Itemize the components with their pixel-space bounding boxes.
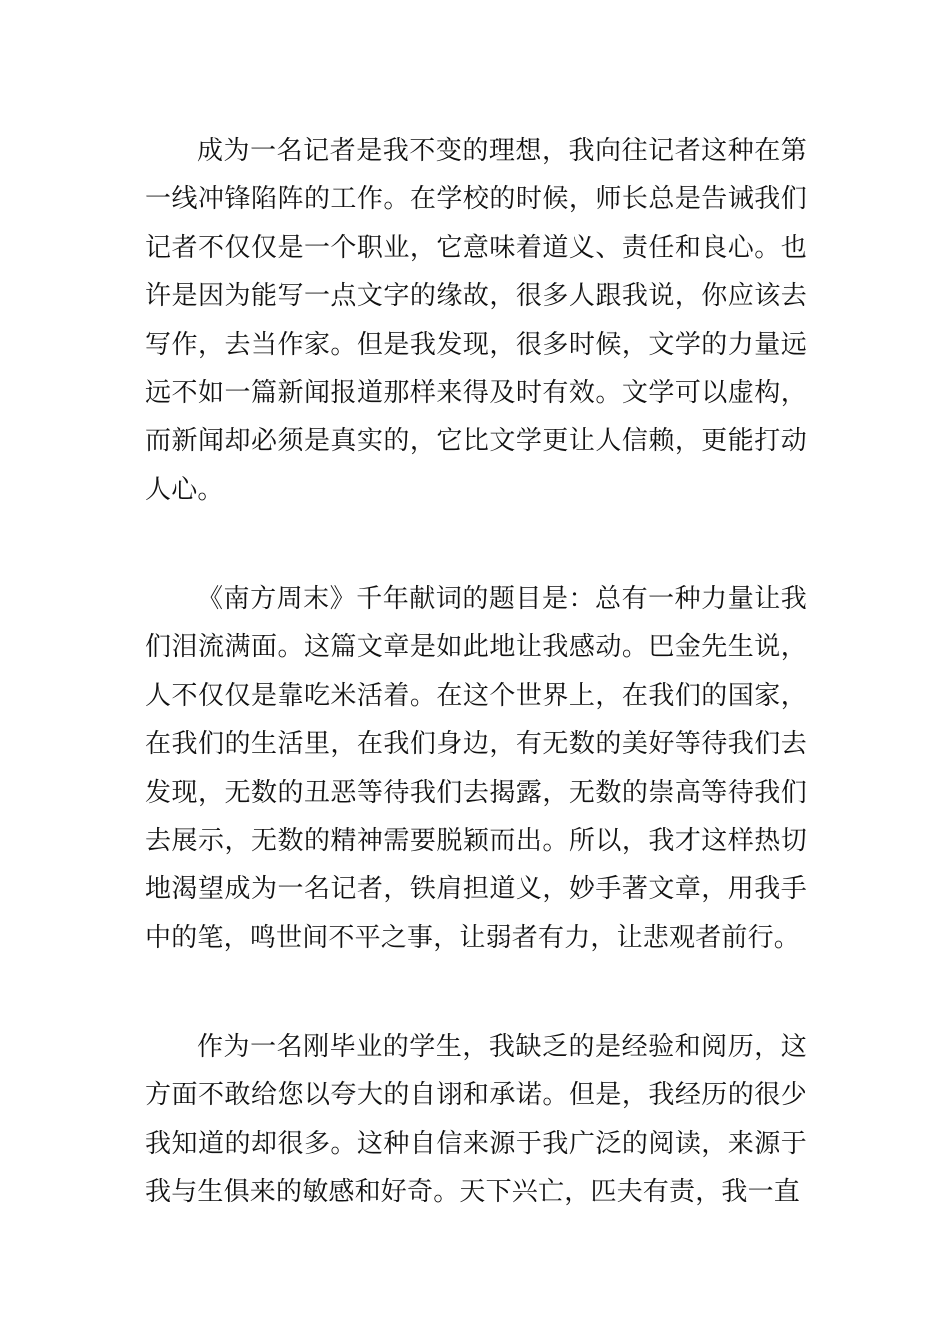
- paragraph-southern-weekend: 《南方周末》千年献词的题目是：总有一种力量让我们泪流满面。这篇文章是如此地让我感动。巴金先生说，人不仅仅是靠吃米活着。在这个世界上，在我们的国家，在我们的生活里，在我们身边，有无数的美好等待我们去发现，无数的丑恶等待我们去揭露，无数的崇高等待我们去展示，无数的精神需要脱颖而出。所以，我才这样热切地渴望成为一名记者，铁肩担道义，妙手著文章，用我手中的笔，鸣世间不平之事，让弱者有力，让悲观者前行。: [145, 584, 807, 953]
- paragraph-graduate-confidence: 作为一名刚毕业的学生，我缺乏的是经验和阅历，这方面不敢给您以夸大的自诩和承诺。但是，我经历的很少我知道的却很多。这种自信来源于我广泛的阅读，来源于我与生俱来的敏感和好奇。天下兴亡，匹夫有责，我一直: [145, 1032, 807, 1208]
- paragraph-journalist-ideal: 成为一名记者是我不变的理想，我向往记者这种在第一线冲锋陷阵的工作。在学校的时候，师长总是告诫我们记者不仅仅是一个职业，它意味着道义、责任和良心。也许是因为能写一点文字的缘故，很多人跟我说，你应该去写作，去当作家。但是我发现，很多时候，文学的力量远远不如一篇新闻报道那样来得及时有效。文学可以虚构，而新闻却必须是真实的，它比文学更让人信赖，更能打动人心。: [145, 136, 807, 505]
